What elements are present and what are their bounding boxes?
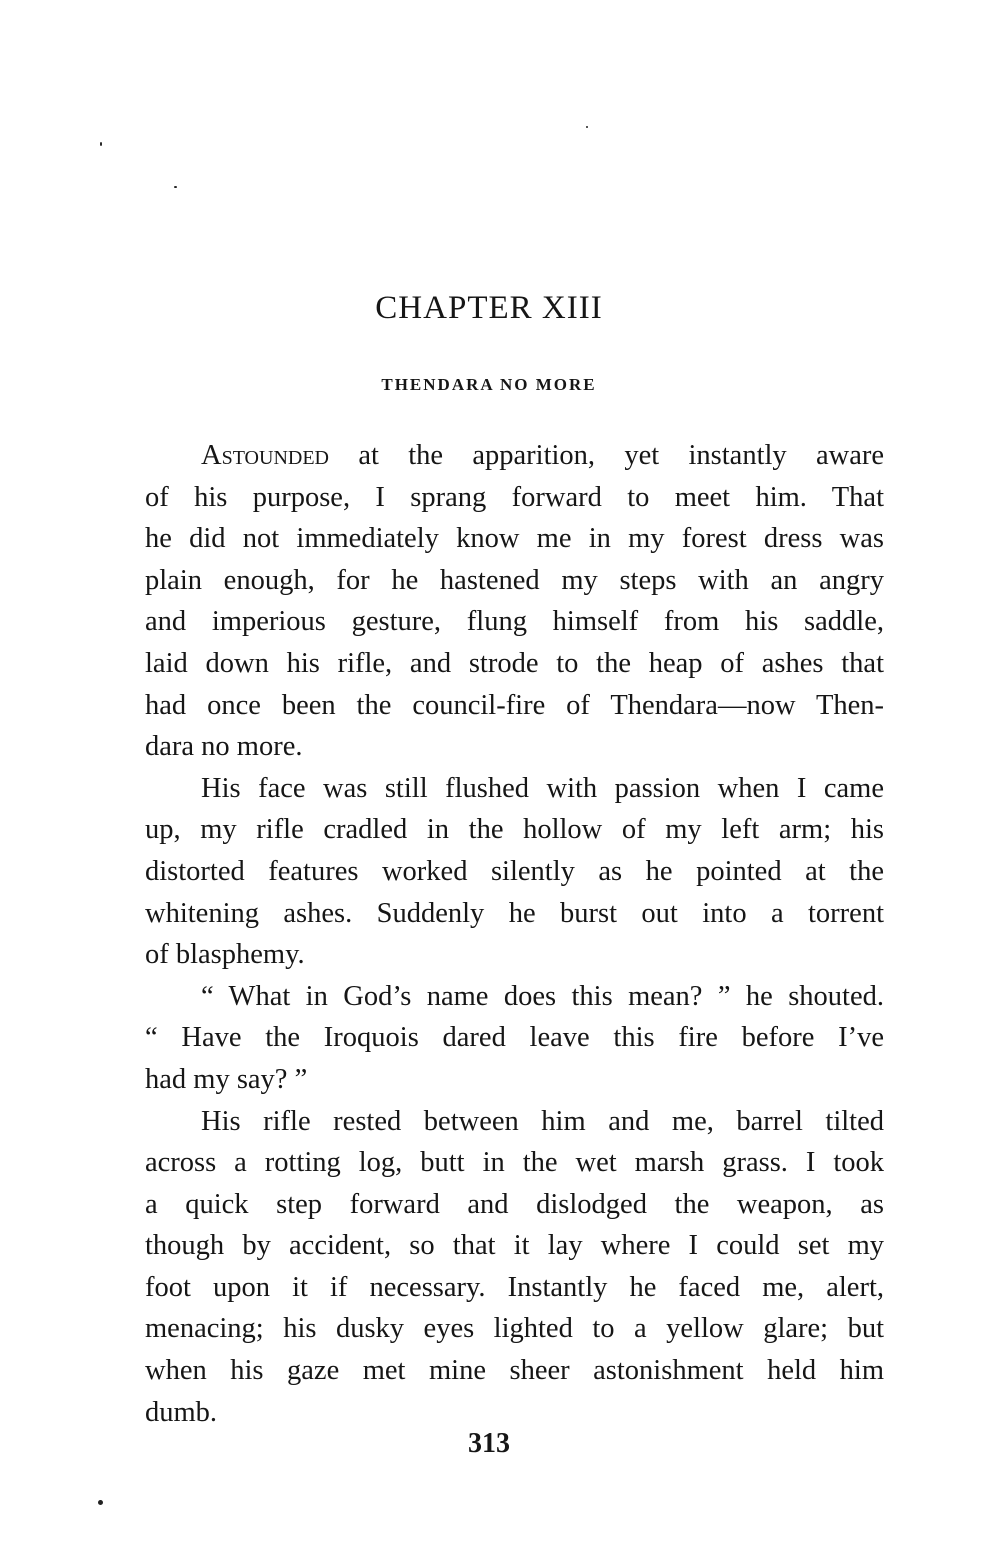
text-line: “ What in God’s name does this mean? ” he shouted.: [201, 980, 884, 1012]
text-line: [89, 435, 884, 477]
scan-speck: [174, 186, 177, 188]
page-number: 313: [468, 1428, 510, 1459]
text-line: foot upon it if necessary. Instantly he faced me, alert,: [145, 1271, 884, 1303]
chapter-body: [89, 435, 884, 1433]
text-line: distorted features worked silently as he pointed at the: [145, 855, 884, 887]
text-line: menacing; his dusky eyes lighted to a yellow glare; but: [145, 1313, 884, 1345]
text-line: laid down his rifle, and strode to the heap of ashes that: [145, 647, 884, 679]
text-line: he did not immediately know me in my forest dress was: [145, 523, 884, 555]
scan-speck: [100, 142, 102, 146]
text-line: when his gaze met mine sheer astonishment held him: [145, 1355, 884, 1387]
text-line: had once been the council-fire of Thendara—now Then-: [145, 689, 884, 721]
text-line: “ Have the Iroquois dared leave this fire before I’ve: [145, 1022, 884, 1054]
text-line: dara no more.: [145, 731, 303, 763]
drop-word: Astounded: [201, 440, 329, 471]
text-line: dumb.: [145, 1396, 218, 1428]
paragraph-3: [89, 976, 884, 1101]
text-line: though by accident, so that it lay where I could set my: [145, 1230, 884, 1262]
paragraph-2: [89, 768, 884, 976]
text-line: His face was still flushed with passion when I came: [201, 772, 884, 804]
text-line: of his purpose, I sprang forward to meet him. That: [145, 481, 884, 513]
text-line: His rifle rested between him and me, barrel tilted: [201, 1105, 884, 1137]
text-line: had my say? ”: [145, 1063, 308, 1095]
text-line: up, my rifle cradled in the hollow of my left arm; his: [145, 814, 884, 846]
paragraph-1: [89, 435, 884, 768]
text-line: whitening ashes. Suddenly he burst out into a torrent: [145, 897, 884, 929]
paragraph-4: [89, 1101, 884, 1434]
text-line: and imperious gesture, flung himself from his saddle,: [145, 606, 884, 638]
line-rest: at the apparition, yet instantly aware: [329, 440, 884, 471]
text-line: plain enough, for he hastened my steps with an angry: [145, 564, 884, 596]
chapter-title: CHAPTER XIII: [375, 290, 603, 326]
scan-speck: [586, 126, 588, 128]
chapter-subtitle: THENDARA NO MORE: [381, 375, 597, 394]
text-line: of blasphemy.: [145, 939, 305, 971]
text-line: a quick step forward and dislodged the weapon, as: [145, 1188, 884, 1220]
scan-speck: [98, 1500, 103, 1505]
text-line: across a rotting log, butt in the wet marsh grass. I took: [145, 1147, 884, 1179]
